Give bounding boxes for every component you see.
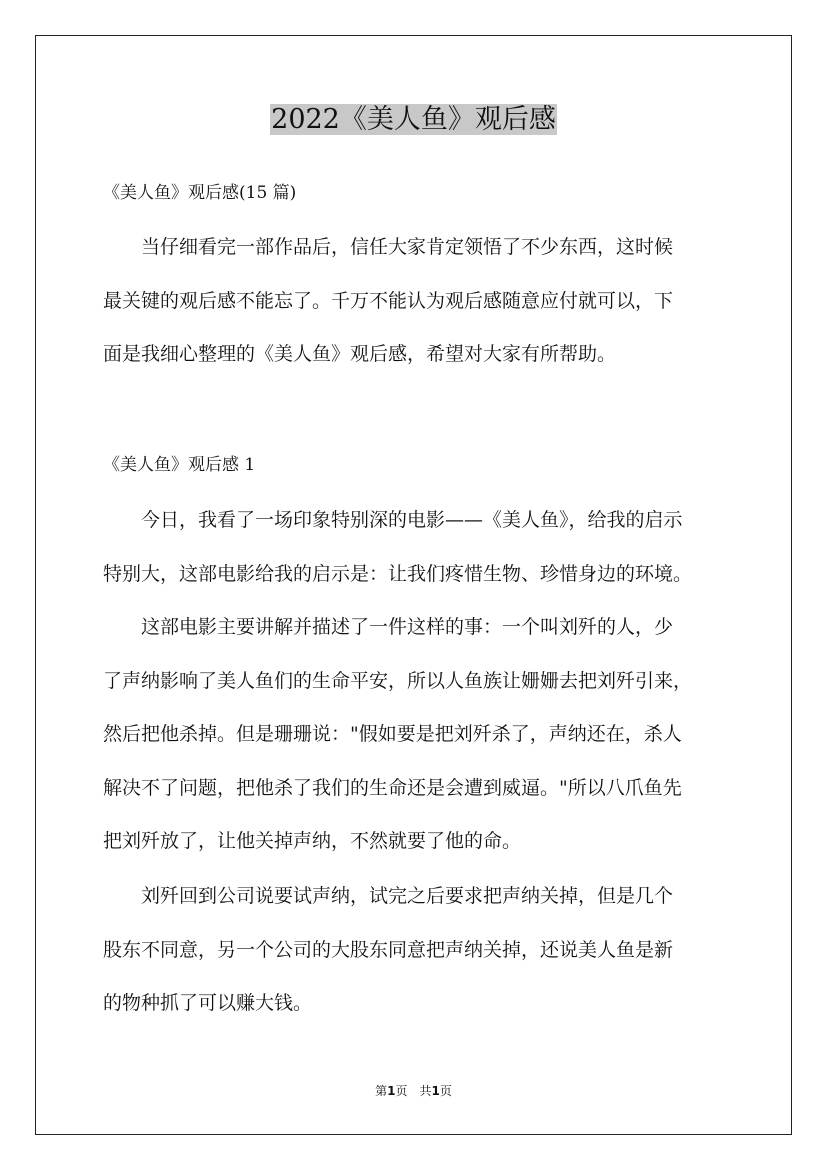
- paragraph-2-line-4: 解决不了问题，把他杀了我们的生命还是会遭到威逼。"所以八爪鱼先: [103, 776, 682, 799]
- paragraph-1: [103, 494, 725, 601]
- intro-line-1: 当仔细看完一部作品后，信任大家肯定领悟了不少东西，这时候: [103, 236, 674, 258]
- paragraph-3: [103, 870, 725, 1031]
- document-title-text: 2022《美人鱼》观后感: [271, 104, 556, 135]
- document-subtitle: 《美人鱼》观后感(15 篇): [103, 183, 297, 203]
- paragraph-1-line-1: 今日，我看了一场印象特别深的电影——《美人鱼》，给我的启示: [103, 509, 683, 531]
- paragraph-2-line-1: 这部电影主要讲解并描述了一件这样的事：一个叫刘歼的人，少: [103, 616, 674, 638]
- page-footer: [0, 1081, 827, 1101]
- paragraph-3-line-1: 刘歼回到公司说要试声纳，试完之后要求把声纳关掉，但是几个: [103, 885, 674, 907]
- intro-paragraph: [103, 221, 725, 382]
- footer-page-number: 1: [387, 1084, 396, 1098]
- intro-line-3: 面是我细心整理的《美人鱼》观后感，希望对大家有所帮助。: [103, 343, 617, 365]
- footer-prefix: 第: [375, 1084, 388, 1098]
- footer-total-pages: 1: [431, 1084, 440, 1098]
- paragraph-2-line-5: 把刘歼放了，让他关掉声纳，不然就要了他的命。: [103, 830, 522, 852]
- paragraph-2-line-3: 然后把他杀掉。但是珊珊说："假如要是把刘歼杀了，声纳还在，杀人: [103, 723, 682, 745]
- footer-middle: 页 共: [395, 1084, 432, 1098]
- paragraph-3-line-2: 股东不同意，另一个公司的大股东同意把声纳关掉，还说美人鱼是新: [103, 938, 674, 961]
- document-title: [0, 98, 827, 142]
- paragraph-1-line-2: 特别大，这部电影给我的启示是：让我们疼惜生物、珍惜身边的环境。: [103, 562, 693, 585]
- footer-suffix: 页: [439, 1084, 452, 1098]
- section-heading: 《美人鱼》观后感 1: [103, 455, 256, 475]
- intro-line-2: 最关键的观后感不能忘了。千万不能认为观后感随意应付就可以，下: [103, 289, 674, 312]
- paragraph-2: [103, 601, 725, 869]
- paragraph-3-line-3: 的物种抓了可以赚大钱。: [103, 992, 313, 1014]
- paragraph-2-line-2: 了声纳影响了美人鱼们的生命平安，所以人鱼族让姗姗去把刘歼引来，: [103, 669, 693, 692]
